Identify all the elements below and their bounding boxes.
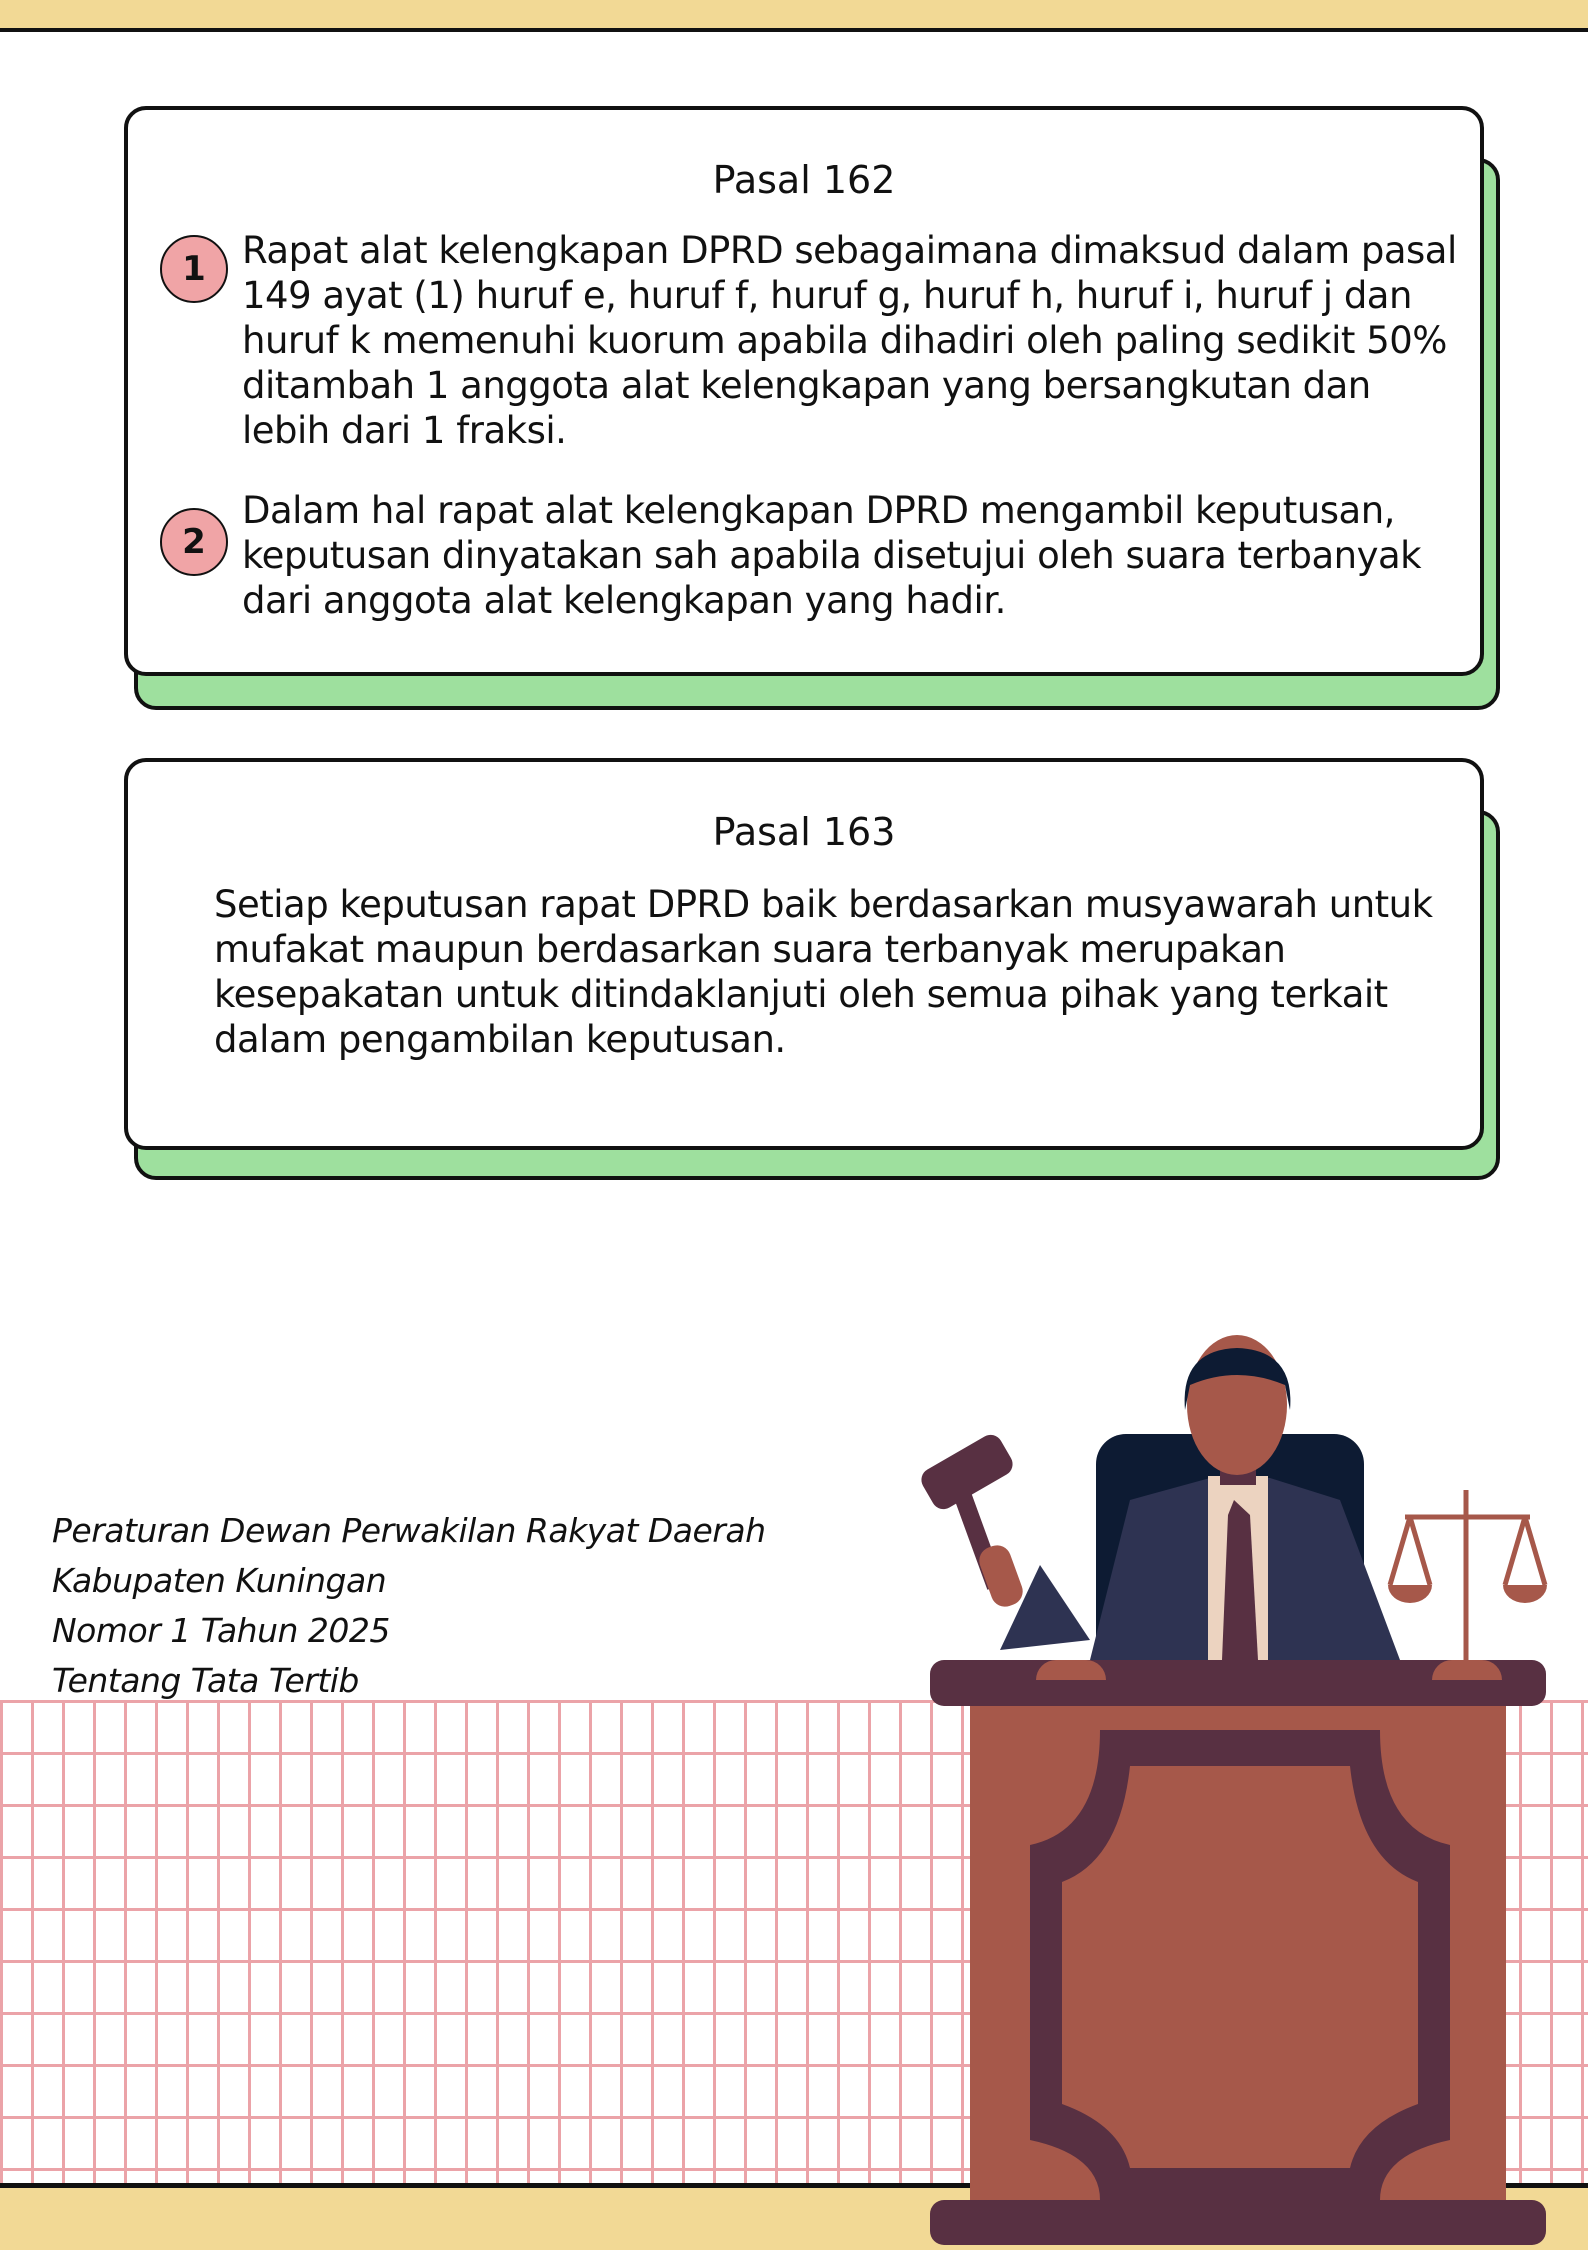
scales-icon bbox=[1390, 1490, 1545, 1670]
podium-icon bbox=[930, 1660, 1546, 2245]
pasal-162-item-1: Rapat alat kelengkapan DPRD sebagaimana dimaksud dalam pasal 149 ayat (1) huruf e, huruf f, huruf g, huruf h, huruf i, huruf j dan huruf k memenuhi kuorum apabila dihadiri oleh paling sedikit 50% ditambah 1 anggota alat kelengkapan yang bersangkutan dan lebih dari 1 fraksi. bbox=[242, 229, 1457, 452]
caption-line: Nomor 1 Tahun 2025 bbox=[52, 1611, 390, 1650]
item-number-badge: 2 bbox=[160, 508, 228, 576]
gavel-icon bbox=[917, 1430, 1027, 1610]
pasal-162-item-2: Dalam hal rapat alat kelengkapan DPRD mengambil keputusan, keputusan dinyatakan sah apabila disetujui oleh suara terbanyak dari anggota alat kelengkapan yang hadir. bbox=[242, 489, 1422, 622]
caption-line: Peraturan Dewan Perwakilan Rakyat Daerah bbox=[52, 1511, 766, 1550]
pasal-162-title: Pasal 162 bbox=[712, 158, 896, 202]
caption-line: Kabupaten Kuningan bbox=[52, 1561, 387, 1600]
caption-line: Tentang Tata Tertib bbox=[52, 1661, 359, 1700]
item-number-badge: 1 bbox=[160, 235, 228, 303]
pasal-163-title: Pasal 163 bbox=[712, 810, 896, 854]
pasal-163-text: Setiap keputusan rapat DPRD baik berdasarkan musyawarah untuk mufakat maupun berdasarkan suara terbanyak merupakan kesepakatan untuk ditindaklanjuti oleh semua pihak yang terkait dalam pengambilan keputusan. bbox=[214, 883, 1433, 1061]
